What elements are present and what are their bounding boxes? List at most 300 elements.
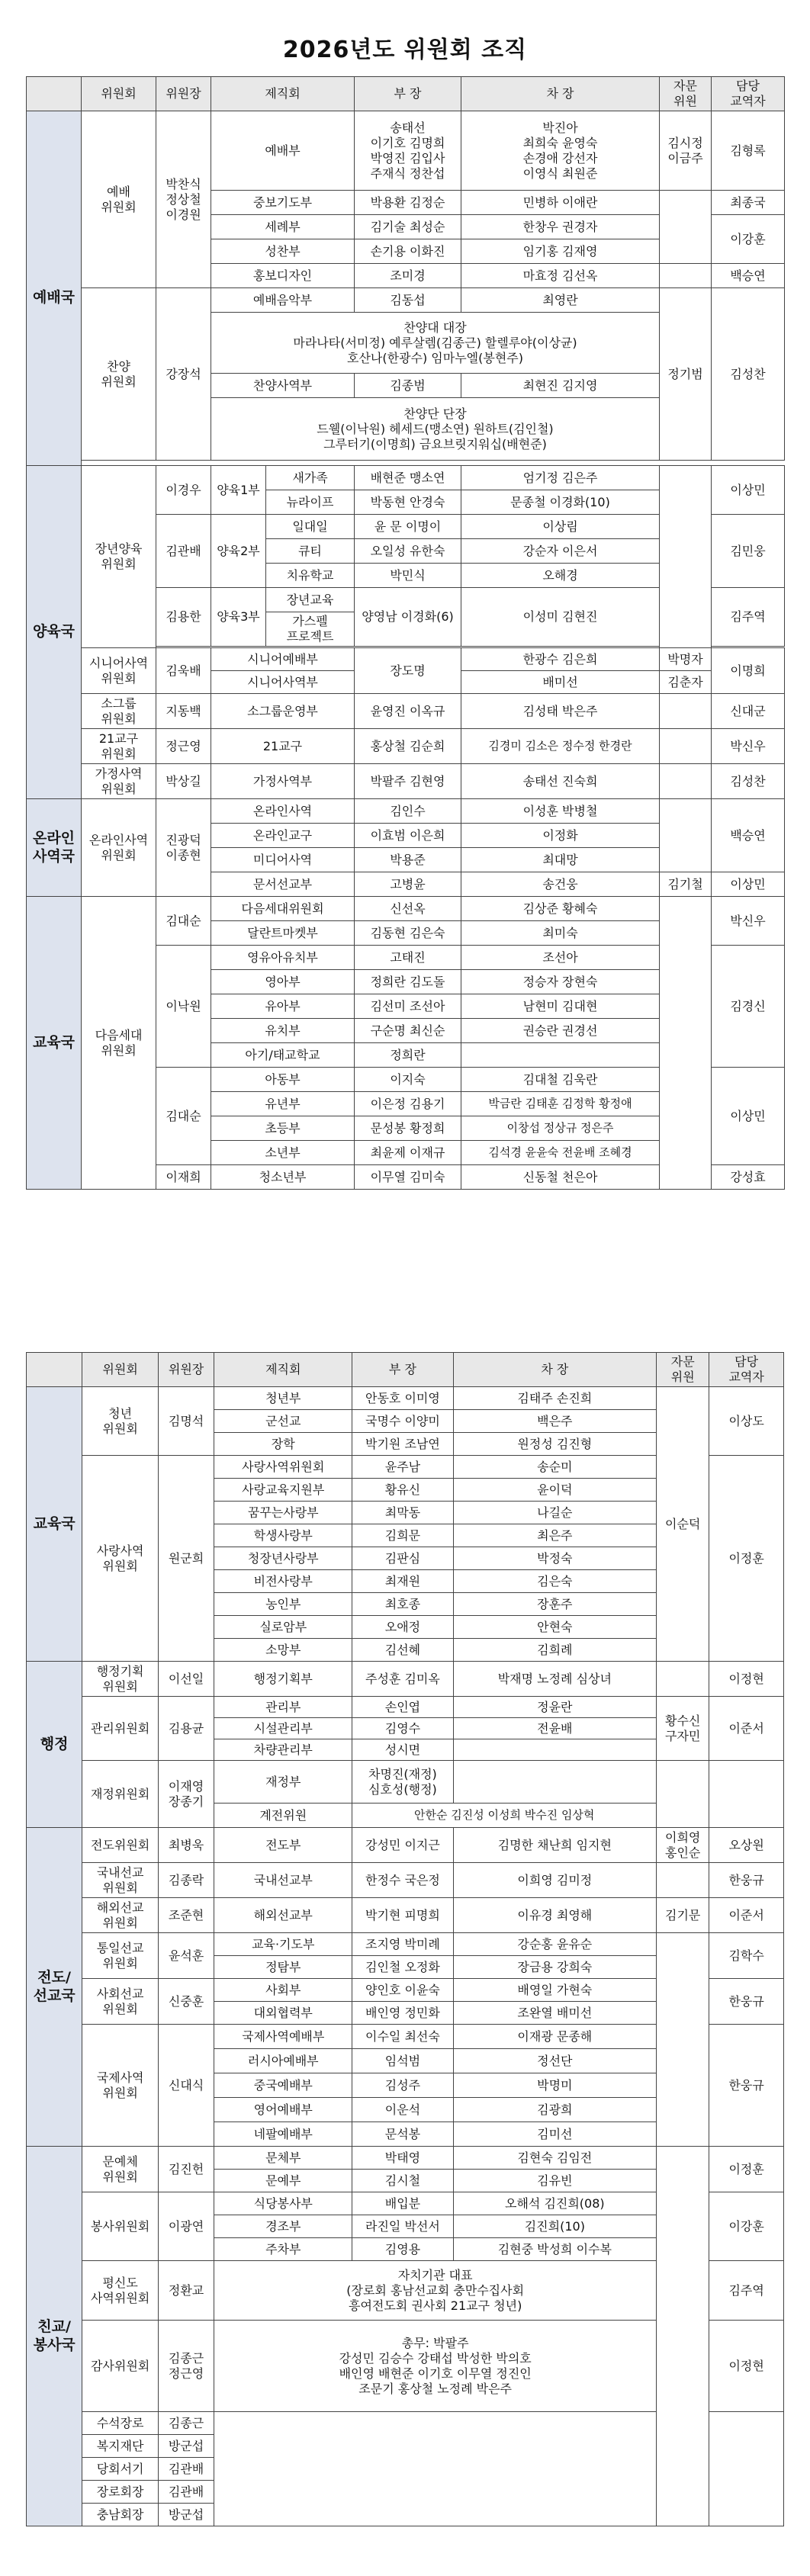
pastor: 이준서 xyxy=(709,1697,784,1761)
committee: 통일선교 위원회 xyxy=(82,1933,159,1979)
group: 양육3부 xyxy=(211,588,266,647)
dept-name: 시설관리부 xyxy=(214,1718,352,1739)
table-row xyxy=(27,694,785,729)
deputy: 최영란 xyxy=(461,288,660,313)
dept-name: 학생사랑부 xyxy=(214,1524,352,1547)
chair: 정환교 xyxy=(158,2261,214,2321)
dept-name: 유치부 xyxy=(211,1019,355,1043)
dept-admin: 행정 xyxy=(27,1662,82,1828)
praise-team-list: 찬양단 단장 드웰(이낙원) 헤세드(맹소연) 원하트(김인철) 그루터기(이명희) 금요브릿지워십(배현준) xyxy=(211,398,660,461)
head: 라진일 박선서 xyxy=(352,2215,453,2238)
head: 이운석 xyxy=(352,2098,453,2122)
pastor: 오상원 xyxy=(709,1828,784,1863)
chair: 김용균 xyxy=(158,1697,214,1761)
head: 박용환 김정순 xyxy=(355,191,461,215)
advisor xyxy=(660,466,712,648)
committee: 재정위원회 xyxy=(82,1761,159,1828)
head: 양인호 이윤숙 xyxy=(352,1979,453,2002)
header-pastor: 담당 교역자 xyxy=(712,77,785,111)
head: 김성주 xyxy=(352,2073,453,2098)
head: 박민식 xyxy=(355,564,461,588)
dept-name: 문체부 xyxy=(214,2147,352,2170)
deputy: 엄기정 김은주 xyxy=(461,466,660,490)
deputy: 안한순 김진성 이성희 박수진 임상혁 xyxy=(352,1804,657,1828)
head: 조지영 박미례 xyxy=(352,1933,453,1956)
org-table-part1b xyxy=(26,465,784,1190)
table-row xyxy=(27,897,785,921)
advisor: 김춘자 xyxy=(660,671,712,694)
chair: 정근영 xyxy=(156,729,211,764)
deputy: 한광수 김은희 xyxy=(461,648,660,671)
committee: 행정기획 위원회 xyxy=(82,1662,159,1697)
header-dept: 제직회 xyxy=(211,77,355,111)
committee: 시니어사역 위원회 xyxy=(82,648,156,694)
head: 최막동 xyxy=(352,1502,453,1524)
header-blank xyxy=(27,1353,82,1387)
deputy: 송건웅 xyxy=(461,872,660,897)
dept-name: 시니어사역부 xyxy=(211,671,355,694)
dept-name: 달란트마켓부 xyxy=(211,921,355,946)
dept-name: 러시아예배부 xyxy=(214,2049,352,2073)
head: 김판심 xyxy=(352,1547,453,1570)
pastor: 박신우 xyxy=(712,729,785,764)
committee: 국내선교 위원회 xyxy=(82,1863,159,1898)
head: 정희란 xyxy=(355,1043,461,1068)
advisor xyxy=(660,799,712,872)
head: 문성봉 황정희 xyxy=(355,1116,461,1141)
deputy: 마효정 김선옥 xyxy=(461,264,660,288)
header-head: 부 장 xyxy=(352,1353,453,1387)
head: 윤 문 이명이 xyxy=(355,515,461,539)
audit-members: 총무: 박팔주 강성민 김승수 강태섭 박성한 박의호 배인영 배현준 이기호 이무열 정진인 조문기 홍상철 노정례 박은주 xyxy=(214,2321,657,2412)
deputy: 이정화 xyxy=(461,824,660,848)
table-row xyxy=(27,648,785,671)
deputy: 김미선 xyxy=(453,2122,657,2147)
committee: 21교구 위원회 xyxy=(82,729,156,764)
chair: 김진헌 xyxy=(158,2147,214,2192)
dept-name: 네팔예배부 xyxy=(214,2122,352,2147)
pastor: 이상민 xyxy=(712,872,785,897)
dept-name: 소그룹운영부 xyxy=(211,694,355,729)
pastor: 이준서 xyxy=(709,1898,784,1933)
dept-name: 유년부 xyxy=(211,1092,355,1116)
deputy: 김현중 박성희 이수복 xyxy=(453,2238,657,2261)
head: 김선미 조선아 xyxy=(355,994,461,1019)
dept-name: 홍보디자인 xyxy=(211,264,355,288)
head: 박용준 xyxy=(355,848,461,872)
deputy: 박명미 xyxy=(453,2073,657,2098)
header-blank xyxy=(27,77,82,111)
deputy xyxy=(453,1739,657,1761)
deputy: 문종철 이경화(10) xyxy=(461,490,660,515)
dept-name: 사회부 xyxy=(214,1979,352,2002)
advisor: 김기문 xyxy=(657,1898,709,1933)
deputy: 임기홍 김재영 xyxy=(461,239,660,264)
head: 오일성 유한숙 xyxy=(355,539,461,564)
dept-name: 뉴라이프 xyxy=(266,490,355,515)
chair: 이경우 xyxy=(156,466,211,515)
header-deputy: 차 장 xyxy=(453,1353,657,1387)
pastor: 김주역 xyxy=(712,588,785,647)
chair: 김종근 정근영 xyxy=(158,2321,214,2412)
head: 배인영 정민화 xyxy=(352,2002,453,2025)
advisor xyxy=(657,2147,709,2526)
head: 김인수 xyxy=(355,799,461,824)
table-row xyxy=(27,729,785,764)
advisor xyxy=(660,694,712,729)
deputy: 배미선 xyxy=(461,671,660,694)
pastor: 김성찬 xyxy=(712,288,785,461)
dept-name: 경조부 xyxy=(214,2215,352,2238)
deputy: 장금용 강희숙 xyxy=(453,1956,657,1979)
dept-name: 국제사역예배부 xyxy=(214,2025,352,2049)
role-name: 복지재단 xyxy=(82,2435,159,2458)
committee: 온라인사역 위원회 xyxy=(82,799,156,897)
table-row xyxy=(27,1697,784,1718)
pastor: 박신우 xyxy=(712,897,785,946)
header-chair: 위원장 xyxy=(158,1353,214,1387)
advisor xyxy=(660,764,712,799)
chair: 강장석 xyxy=(156,288,211,461)
head: 최호종 xyxy=(352,1593,453,1616)
dept-name: 꿈꾸는사랑부 xyxy=(214,1502,352,1524)
deputy: 나길순 xyxy=(453,1502,657,1524)
dept-name: 중국예배부 xyxy=(214,2073,352,2098)
advisor xyxy=(660,729,712,764)
dept-name: 다음세대위원회 xyxy=(211,897,355,921)
header-pastor: 담당 교역자 xyxy=(709,1353,784,1387)
head: 홍상철 김순희 xyxy=(355,729,461,764)
role-person: 김종근 xyxy=(158,2412,214,2435)
dept-name: 영유아유치부 xyxy=(211,946,355,970)
dept-name: 21교구 xyxy=(211,729,355,764)
header-committee: 위원회 xyxy=(82,77,156,111)
dept-name: 미디어사역 xyxy=(211,848,355,872)
chair: 조준현 xyxy=(158,1898,214,1933)
pastor: 이강훈 xyxy=(709,2192,784,2261)
pastor: 신대군 xyxy=(712,694,785,729)
table-row xyxy=(27,799,785,824)
deputy: 김대철 김욱란 xyxy=(461,1068,660,1092)
pastor: 이상민 xyxy=(712,1068,785,1165)
committee: 청년 위원회 xyxy=(82,1387,159,1456)
header-advisor: 자문 위원 xyxy=(660,77,712,111)
pastor: 김형록 xyxy=(712,111,785,191)
deputy: 윤이덕 xyxy=(453,1479,657,1502)
dept-name: 영아부 xyxy=(211,970,355,994)
head: 오애정 xyxy=(352,1616,453,1639)
head: 강성민 이지근 xyxy=(352,1828,453,1863)
chair: 이선일 xyxy=(158,1662,214,1697)
committee: 찬양 위원회 xyxy=(82,288,156,461)
advisor: 황수신 구자민 xyxy=(657,1697,709,1761)
dept-name: 아기/태교학교 xyxy=(211,1043,355,1068)
deputy: 정선단 xyxy=(453,2049,657,2073)
deputy: 박재명 노정례 심상녀 xyxy=(453,1662,657,1697)
pastor: 한웅규 xyxy=(709,2025,784,2147)
table-row xyxy=(27,764,785,799)
deputy: 최대망 xyxy=(461,848,660,872)
deputy: 최미숙 xyxy=(461,921,660,946)
pastor xyxy=(709,2412,784,2526)
pastor: 이정현 xyxy=(709,2321,784,2412)
head: 배입분 xyxy=(352,2192,453,2215)
dept-name: 문예부 xyxy=(214,2170,352,2192)
table-row xyxy=(27,1863,784,1898)
dept-name: 장학 xyxy=(214,1433,352,1456)
role-name: 당회서기 xyxy=(82,2458,159,2481)
committee: 예배 위원회 xyxy=(82,111,156,288)
dept-name: 가스펠 프로젝트 xyxy=(266,612,355,647)
head: 손기용 이화진 xyxy=(355,239,461,264)
dept-worship: 예배국 xyxy=(27,111,82,485)
header-chair: 위원장 xyxy=(156,77,211,111)
head: 이효범 이은희 xyxy=(355,824,461,848)
deputy: 원정성 김진형 xyxy=(453,1433,657,1456)
deputy: 신동철 천은아 xyxy=(461,1165,660,1190)
head: 박기현 피명희 xyxy=(352,1898,453,1933)
head: 김동현 김은숙 xyxy=(355,921,461,946)
deputy xyxy=(453,1761,657,1804)
dept-name: 청년부 xyxy=(214,1387,352,1410)
head: 이무열 김미숙 xyxy=(355,1165,461,1190)
header-dept: 제직회 xyxy=(214,1353,352,1387)
dept-name: 찬양사역부 xyxy=(211,374,355,398)
pastor: 백승연 xyxy=(712,799,785,872)
pastor: 강성효 xyxy=(712,1165,785,1190)
head: 이은정 김용기 xyxy=(355,1092,461,1116)
head: 김영용 xyxy=(352,2238,453,2261)
table-row xyxy=(27,1761,784,1804)
pastor: 김성찬 xyxy=(712,764,785,799)
committee: 다음세대 위원회 xyxy=(82,897,156,1190)
role-person: 김관배 xyxy=(158,2481,214,2504)
dept-edu: 교육국 xyxy=(27,897,82,1190)
group: 양육2부 xyxy=(211,515,266,588)
dept-name: 전도부 xyxy=(214,1828,352,1863)
committee: 문예체 위원회 xyxy=(82,2147,159,2192)
advisor xyxy=(657,1761,709,1828)
chair: 김대순 xyxy=(156,1068,211,1165)
deputy: 조완열 배미선 xyxy=(453,2002,657,2025)
head: 김영수 xyxy=(352,1718,453,1739)
advisor xyxy=(657,1863,709,1898)
dept-name: 예배음악부 xyxy=(211,288,355,313)
dept-name: 소년부 xyxy=(211,1141,355,1165)
deputy: 한창우 권경자 xyxy=(461,215,660,239)
committee: 관리위원회 xyxy=(82,1697,159,1761)
pastor: 이정현 xyxy=(709,1662,784,1697)
role-name: 충남회장 xyxy=(82,2504,159,2526)
head: 정희란 김도돌 xyxy=(355,970,461,994)
deputy: 김상준 황혜숙 xyxy=(461,897,660,921)
role-person: 김관배 xyxy=(158,2458,214,2481)
dept-name: 식당봉사부 xyxy=(214,2192,352,2215)
head: 최재원 xyxy=(352,1570,453,1593)
deputy: 김희례 xyxy=(453,1639,657,1662)
pastor: 백승연 xyxy=(712,264,785,288)
header-head: 부 장 xyxy=(355,77,461,111)
committee: 감사위원회 xyxy=(82,2321,159,2412)
chair: 김용한 xyxy=(156,588,211,647)
advisor xyxy=(660,264,712,288)
deputy: 김성태 박은주 xyxy=(461,694,660,729)
chair: 김대순 xyxy=(156,897,211,946)
dept-name: 소망부 xyxy=(214,1639,352,1662)
chair: 김욱배 xyxy=(156,648,211,694)
dept-youth-label: 양육국 xyxy=(27,466,82,799)
header-committee: 위원회 xyxy=(82,1353,159,1387)
dept-name: 국내선교부 xyxy=(214,1863,352,1898)
deputy: 이성미 김현진 xyxy=(461,588,660,647)
deputy: 박정숙 xyxy=(453,1547,657,1570)
head: 양영남 이경화(6) xyxy=(355,588,461,647)
dept-name: 아동부 xyxy=(211,1068,355,1092)
dept-name: 새가족 xyxy=(266,466,355,490)
deputy: 오해석 김진희(08) xyxy=(453,2192,657,2215)
pastor: 최종국 xyxy=(712,191,785,215)
table-row xyxy=(27,1933,784,1956)
deputy: 이재광 문종해 xyxy=(453,2025,657,2049)
table-row xyxy=(27,1662,784,1697)
chair: 윤석훈 xyxy=(158,1933,214,1979)
deputy: 김진희(10) xyxy=(453,2215,657,2238)
dept-name: 농인부 xyxy=(214,1593,352,1616)
dept-edu2: 교육국 xyxy=(27,1387,82,1662)
deputy: 남현미 김대현 xyxy=(461,994,660,1019)
header-advisor: 자문 위원 xyxy=(657,1353,709,1387)
chair: 박찬식 정상철 이경원 xyxy=(156,111,211,288)
blank-area xyxy=(214,2412,657,2526)
dept-name: 문서선교부 xyxy=(211,872,355,897)
dept-name: 치유학교 xyxy=(266,564,355,588)
dept-name: 일대일 xyxy=(266,515,355,539)
head: 임석범 xyxy=(352,2049,453,2073)
dept-name: 사랑사역위원회 xyxy=(214,1456,352,1479)
deputy: 김명한 채난희 임지현 xyxy=(453,1828,657,1863)
head: 윤주남 xyxy=(352,1456,453,1479)
deputy: 이희영 김미정 xyxy=(453,1863,657,1898)
pastor: 김주역 xyxy=(709,2261,784,2321)
head: 박기원 조남연 xyxy=(352,1433,453,1456)
dept-name: 교육·기도부 xyxy=(214,1933,352,1956)
committee: 소그룹 위원회 xyxy=(82,694,156,729)
deputy: 정윤란 xyxy=(453,1697,657,1718)
deputy: 김경미 김소은 정수정 한경란 xyxy=(461,729,660,764)
head: 김선혜 xyxy=(352,1639,453,1662)
chair: 김명석 xyxy=(158,1387,214,1456)
head: 김종범 xyxy=(355,374,461,398)
head: 국명수 이양미 xyxy=(352,1410,453,1433)
deputy xyxy=(461,1043,660,1068)
head: 최윤제 이재규 xyxy=(355,1141,461,1165)
deputy: 김현숙 김임전 xyxy=(453,2147,657,2170)
pastor: 이정훈 xyxy=(709,2147,784,2192)
deputy: 민병하 이애란 xyxy=(461,191,660,215)
dept-name: 성찬부 xyxy=(211,239,355,264)
chair: 김종락 xyxy=(158,1863,214,1898)
dept-name: 청장년사랑부 xyxy=(214,1547,352,1570)
deputy: 강순자 이은서 xyxy=(461,539,660,564)
head: 이지숙 xyxy=(355,1068,461,1092)
advisor: 정기범 xyxy=(660,288,712,461)
chair: 원군희 xyxy=(158,1456,214,1662)
committee: 평신도 사역위원회 xyxy=(82,2261,159,2321)
dept-name: 대외협력부 xyxy=(214,2002,352,2025)
head: 안동호 이미영 xyxy=(352,1387,453,1410)
deputy: 이성훈 박병철 xyxy=(461,799,660,824)
deputy: 이상림 xyxy=(461,515,660,539)
dept-fellowship: 친교/ 봉사국 xyxy=(27,2147,82,2526)
page-title: 2026년도 위원회 조직 xyxy=(282,37,528,63)
role-name: 수석장로 xyxy=(82,2412,159,2435)
head: 조미경 xyxy=(355,264,461,288)
deputy: 안현숙 xyxy=(453,1616,657,1639)
advisor: 김시정 이금주 xyxy=(660,111,712,191)
dept-name: 행정기획부 xyxy=(214,1662,352,1697)
table-row xyxy=(27,466,785,490)
deputy: 박진아 최희숙 윤영숙 손경애 강선자 이영식 최원준 xyxy=(461,111,660,191)
deputy: 권승란 권경선 xyxy=(461,1019,660,1043)
head: 김동섭 xyxy=(355,288,461,313)
org-table-1b xyxy=(26,465,785,1190)
org-table-2 xyxy=(26,1352,784,2526)
table-row xyxy=(27,2147,784,2170)
dept-name: 시니어예배부 xyxy=(211,648,355,671)
dept-name: 주차부 xyxy=(214,2238,352,2261)
dept-name: 비전사랑부 xyxy=(214,1570,352,1593)
dept-name: 실로암부 xyxy=(214,1616,352,1639)
chair: 이낙원 xyxy=(156,946,211,1068)
header-deputy: 차 장 xyxy=(461,77,660,111)
pastor: 김학수 xyxy=(709,1933,784,1979)
deputy: 김유빈 xyxy=(453,2170,657,2192)
chair: 박상길 xyxy=(156,764,211,799)
committee: 해외선교 위원회 xyxy=(82,1898,159,1933)
deputy: 김석경 윤윤숙 전윤배 조혜경 xyxy=(461,1141,660,1165)
head: 고병윤 xyxy=(355,872,461,897)
table-row xyxy=(27,111,785,191)
head: 황유신 xyxy=(352,1479,453,1502)
head: 박태영 xyxy=(352,2147,453,2170)
chair: 신중훈 xyxy=(158,1979,214,2025)
chair: 이재영 장종기 xyxy=(158,1761,214,1828)
head: 김인철 오정화 xyxy=(352,1956,453,1979)
dept-name: 정탐부 xyxy=(214,1956,352,1979)
dept-name: 계전위원 xyxy=(214,1804,352,1828)
head: 구순명 최신순 xyxy=(355,1019,461,1043)
deputy: 정승자 장현숙 xyxy=(461,970,660,994)
chair: 이광연 xyxy=(158,2192,214,2261)
head: 고태진 xyxy=(355,946,461,970)
deputy: 전윤배 xyxy=(453,1718,657,1739)
deputy: 송순미 xyxy=(453,1456,657,1479)
role-person: 방군섭 xyxy=(158,2504,214,2526)
head: 문석봉 xyxy=(352,2122,453,2147)
dept-name: 사랑교육지원부 xyxy=(214,1479,352,1502)
advisor xyxy=(657,1662,709,1697)
head: 성시면 xyxy=(352,1739,453,1761)
deputy: 최현진 김지영 xyxy=(461,374,660,398)
advisor: 김기철 xyxy=(660,872,712,897)
dept-name: 유아부 xyxy=(211,994,355,1019)
header-row xyxy=(27,1353,784,1387)
deputy: 송태선 진숙희 xyxy=(461,764,660,799)
dept-mission: 전도/ 선교국 xyxy=(27,1828,82,2147)
deputy: 배영일 가현숙 xyxy=(453,1979,657,2002)
head: 이수일 최선숙 xyxy=(352,2025,453,2049)
dept-name: 가정사역부 xyxy=(211,764,355,799)
